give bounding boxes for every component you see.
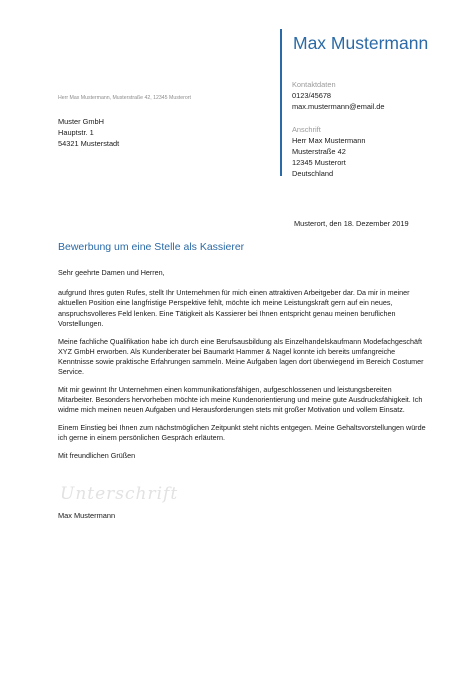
sender-return-line: Herr Max Mustermann, Musterstraße 42, 12345 Musterort xyxy=(58,95,191,101)
closing: Mit freundlichen Grüßen xyxy=(58,450,136,460)
body-paragraph: Mit mir gewinnt Ihr Unternehmen einen kommunikationsfähigen, aufgeschlossenen und leistungsbereiten Mitarbeiter. Besonders hervorheben möchte ich meine Kundenorientierung und meine gute Ausdrucksfähigkeit. Ich widme mich meinen neuen Aufgaben und Herausforderungen stets mit großer Motivation und vollem Einsatz. xyxy=(58,384,423,415)
signer-name: Max Mustermann xyxy=(58,511,116,520)
header-divider-line xyxy=(280,29,282,176)
letter-date: Musterort, den 18. Dezember 2019 xyxy=(294,219,409,228)
salutation: Sehr geehrte Damen und Herren, xyxy=(58,268,165,277)
address-line: Deutschland xyxy=(292,169,334,178)
body-paragraph: Einem Einstieg bei Ihnen zum nächstmöglichen Zeitpunkt steht nichts entgegen. Meine Gehaltsvorstellungen würde ich gerne in einem persönlichen Gespräch erläutern. xyxy=(58,422,426,443)
body-paragraph: aufgrund Ihres guten Rufes, stellt Ihr Unternehmen für mich einen attraktiven Arbeitgeber dar. Da mir in meiner aktuellen Position eine langfristige Perspektive fehlt, möchte ich meine Leistungskraft gern auf ein neues, anspruchsvolleres Feld lenken. Eine Tätigkeit als Kassierer bei Ihnen entspricht genau meinen beruflichen Vorstellungen. xyxy=(58,288,410,328)
contact-email: max.mustermann@email.de xyxy=(292,102,385,111)
address-line: Musterstraße 42 xyxy=(292,147,346,156)
applicant-name-heading: Max Mustermann xyxy=(293,33,429,53)
recipient-line: Hauptstr. 1 xyxy=(58,128,94,137)
address-label: Anschrift xyxy=(292,125,321,134)
recipient-address xyxy=(58,116,119,149)
address-line: 12345 Musterort xyxy=(292,158,346,167)
contact-phone: 0123/45678 xyxy=(292,91,332,100)
contact-block xyxy=(292,79,385,112)
address-line: Herr Max Mustermann xyxy=(292,136,366,145)
letter-body xyxy=(58,268,428,469)
letter-subject: Bewerbung um eine Stelle als Kassierer xyxy=(58,241,245,253)
body-paragraph: Meine fachliche Qualifikation habe ich durch eine Berufsausbildung als Einzelhandelskaufmann Modefachgeschäft XYZ GmbH erworben. Als Kundenberater bei Baumarkt Hammer & Nagel konnte ich bereits umfangreiche Kenntnisse sowie praktische Erfahrungen sammeln. Meine Aufgaben lagen dort überwiegend im Bereich Costumer Service. xyxy=(58,336,424,377)
address-block xyxy=(292,124,366,179)
contact-label: Kontaktdaten xyxy=(292,80,336,89)
recipient-line: Muster GmbH xyxy=(58,117,104,126)
signature-placeholder: Unterschrift xyxy=(60,484,179,504)
recipient-line: 54321 Musterstadt xyxy=(58,139,120,148)
